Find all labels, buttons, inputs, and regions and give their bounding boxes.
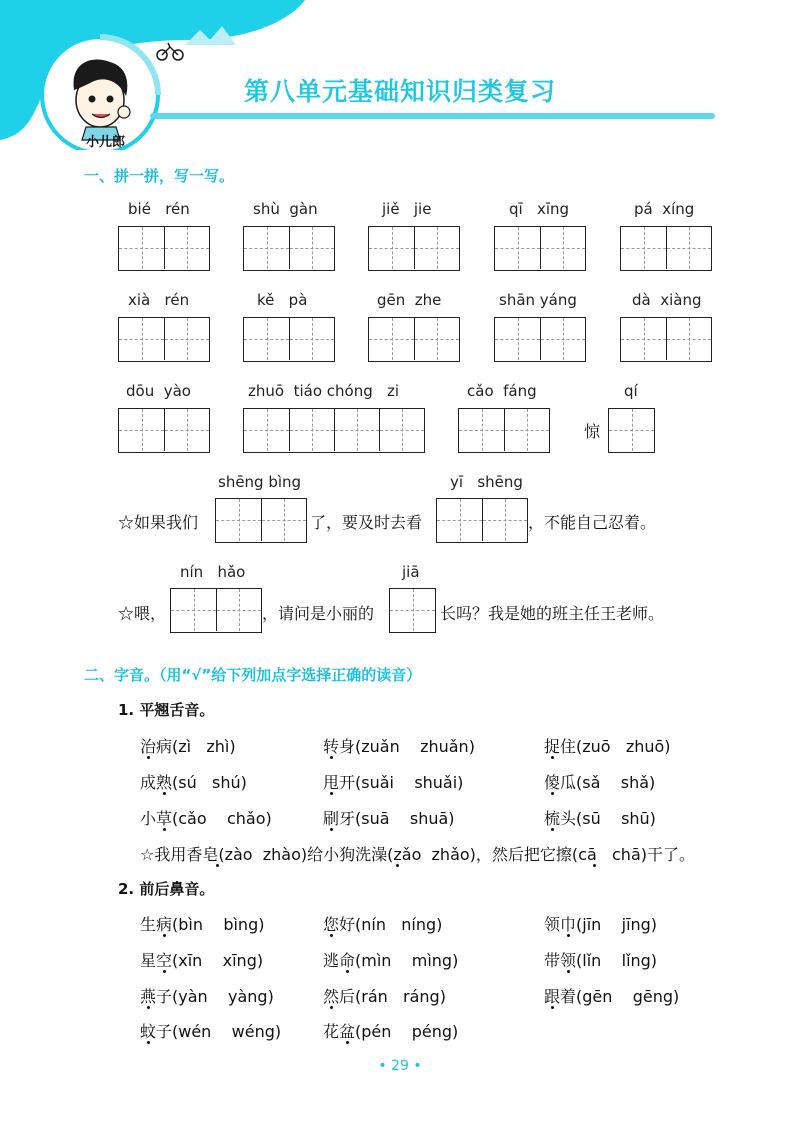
writing-box[interactable]	[118, 226, 210, 271]
choice-item[interactable]: 生病(bìn bìng)	[140, 915, 265, 934]
emphasis-dot	[551, 756, 554, 759]
pinyin-label: dà xiàng	[632, 291, 702, 309]
writing-box[interactable]	[620, 226, 712, 271]
pinyin-label: shù gàn	[253, 200, 318, 218]
choice-item[interactable]: 您好(nín níng)	[323, 915, 443, 934]
sentence-text: ☆喂，	[118, 604, 167, 623]
pinyin-label: jiě jie	[382, 200, 432, 218]
pinyin-label: kě pà	[257, 291, 308, 309]
emphasis-dot	[551, 828, 554, 831]
pinyin-label: nín hǎo	[180, 563, 246, 581]
pinyin-label: xià rén	[128, 291, 190, 309]
pinyin-label: pá xíng	[634, 200, 695, 218]
pinyin-label: yī shēng	[450, 473, 523, 491]
emphasis-dot	[567, 934, 570, 937]
writing-box[interactable]	[608, 408, 655, 453]
choice-item[interactable]: 跟着(gēn gēng)	[544, 987, 680, 1006]
emphasis-dot	[330, 828, 333, 831]
choice-item[interactable]: 燕子(yàn yàng)	[140, 987, 274, 1006]
brand-label: 小儿郎	[86, 135, 126, 150]
emphasis-dot	[163, 828, 166, 831]
emphasis-dot	[551, 792, 554, 795]
writing-box[interactable]	[243, 408, 425, 453]
writing-box[interactable]	[243, 226, 335, 271]
emphasis-dot	[216, 864, 219, 867]
sentence-text: ☆如果我们	[118, 513, 199, 532]
choice-item[interactable]: 刷牙(suā shuā)	[323, 809, 455, 828]
prefix-character: 惊	[584, 422, 601, 441]
choice-item[interactable]: 治病(zì zhì)	[140, 737, 236, 756]
emphasis-dot	[330, 792, 333, 795]
choice-item[interactable]: 捉住(zuō zhuō)	[544, 737, 671, 756]
choice-item[interactable]: 转身(zuǎn zhuǎn)	[323, 737, 475, 756]
emphasis-dot	[346, 970, 349, 973]
sentence-text: ，请问是小丽的	[262, 604, 375, 623]
emphasis-dot	[396, 864, 399, 867]
choice-item[interactable]: 逃命(mìn mìng)	[323, 951, 459, 970]
writing-box[interactable]	[458, 408, 550, 453]
title-underline	[150, 113, 715, 119]
sentence-text: 了，要及时去看	[310, 513, 423, 532]
choice-item[interactable]: 领巾(jīn jīng)	[544, 915, 658, 934]
emphasis-dot	[163, 934, 166, 937]
emphasis-dot	[593, 864, 596, 867]
writing-box[interactable]	[118, 408, 210, 453]
pinyin-label: shēng bìng	[218, 473, 302, 491]
pinyin-label: qī xīng	[509, 200, 570, 218]
choice-item[interactable]: 小草(cǎo chǎo)	[140, 809, 272, 828]
emphasis-dot	[330, 934, 333, 937]
emphasis-dot	[551, 1006, 554, 1009]
writing-box[interactable]	[620, 317, 712, 362]
choice-item[interactable]: 然后(rán ráng)	[323, 987, 446, 1006]
choice-item[interactable]: 甩开(suǎi shuǎi)	[323, 773, 464, 792]
pinyin-label: cǎo fáng	[467, 382, 537, 400]
choice-item[interactable]: 傻瓜(sǎ shǎ)	[544, 773, 656, 792]
choice-item[interactable]: 蚊子(wén wéng)	[140, 1022, 282, 1041]
emphasis-dot	[346, 1041, 349, 1044]
page-number: • 29 •	[378, 1058, 422, 1074]
choice-item[interactable]: 星空(xīn xīng)	[140, 951, 264, 970]
emphasis-dot	[147, 1006, 150, 1009]
section-1-heading: 一、拼一拼，写一写。	[84, 167, 235, 185]
writing-box[interactable]	[494, 226, 586, 271]
writing-box[interactable]	[436, 498, 528, 543]
writing-box[interactable]	[118, 317, 210, 362]
choice-item[interactable]: 成熟(sú shú)	[140, 773, 247, 792]
pinyin-label: dōu yào	[126, 382, 191, 400]
pinyin-label: qí	[624, 382, 638, 400]
sentence-text: ，不能自己忍着。	[528, 513, 657, 532]
emphasis-dot	[147, 1041, 150, 1044]
pinyin-label: bié rén	[128, 200, 190, 218]
choice-item[interactable]: 花盆(pén péng)	[323, 1022, 459, 1041]
choice-sentence[interactable]: ☆我用香皂(zào zhào)给小狗洗澡(zǎo zhǎo)，然后把它擦(cā chā)干了。	[140, 845, 695, 864]
choice-item[interactable]: 带领(lǐn lǐng)	[544, 951, 658, 970]
choice-item[interactable]: 梳头(sū shū)	[544, 809, 656, 828]
writing-box[interactable]	[170, 588, 262, 633]
writing-box[interactable]	[215, 498, 307, 543]
emphasis-dot	[163, 970, 166, 973]
bicycle-icon	[157, 43, 183, 60]
writing-box[interactable]	[368, 226, 460, 271]
writing-box[interactable]	[494, 317, 586, 362]
pinyin-label: jiā	[402, 563, 420, 581]
page-title: 第八单元基础知识归类复习	[243, 77, 556, 106]
emphasis-dot	[330, 756, 333, 759]
emphasis-dot	[330, 1006, 333, 1009]
writing-box[interactable]	[368, 317, 460, 362]
subsection-heading: 1. 平翘舌音。	[118, 701, 215, 719]
pinyin-label: shān yáng	[499, 291, 577, 309]
pinyin-label: zhuō tiáo chóng zi	[248, 382, 400, 400]
emphasis-dot	[567, 970, 570, 973]
sentence-text: 长吗？我是她的班主任王老师。	[440, 604, 665, 623]
writing-box[interactable]	[243, 317, 335, 362]
emphasis-dot	[147, 756, 150, 759]
subsection-heading: 2. 前后鼻音。	[118, 880, 215, 898]
pinyin-label: gēn zhe	[377, 291, 442, 309]
writing-box[interactable]	[389, 588, 436, 633]
section-2-heading: 二、字音。（用“√”给下列加点字选择正确的读音）	[84, 666, 422, 684]
emphasis-dot	[163, 792, 166, 795]
